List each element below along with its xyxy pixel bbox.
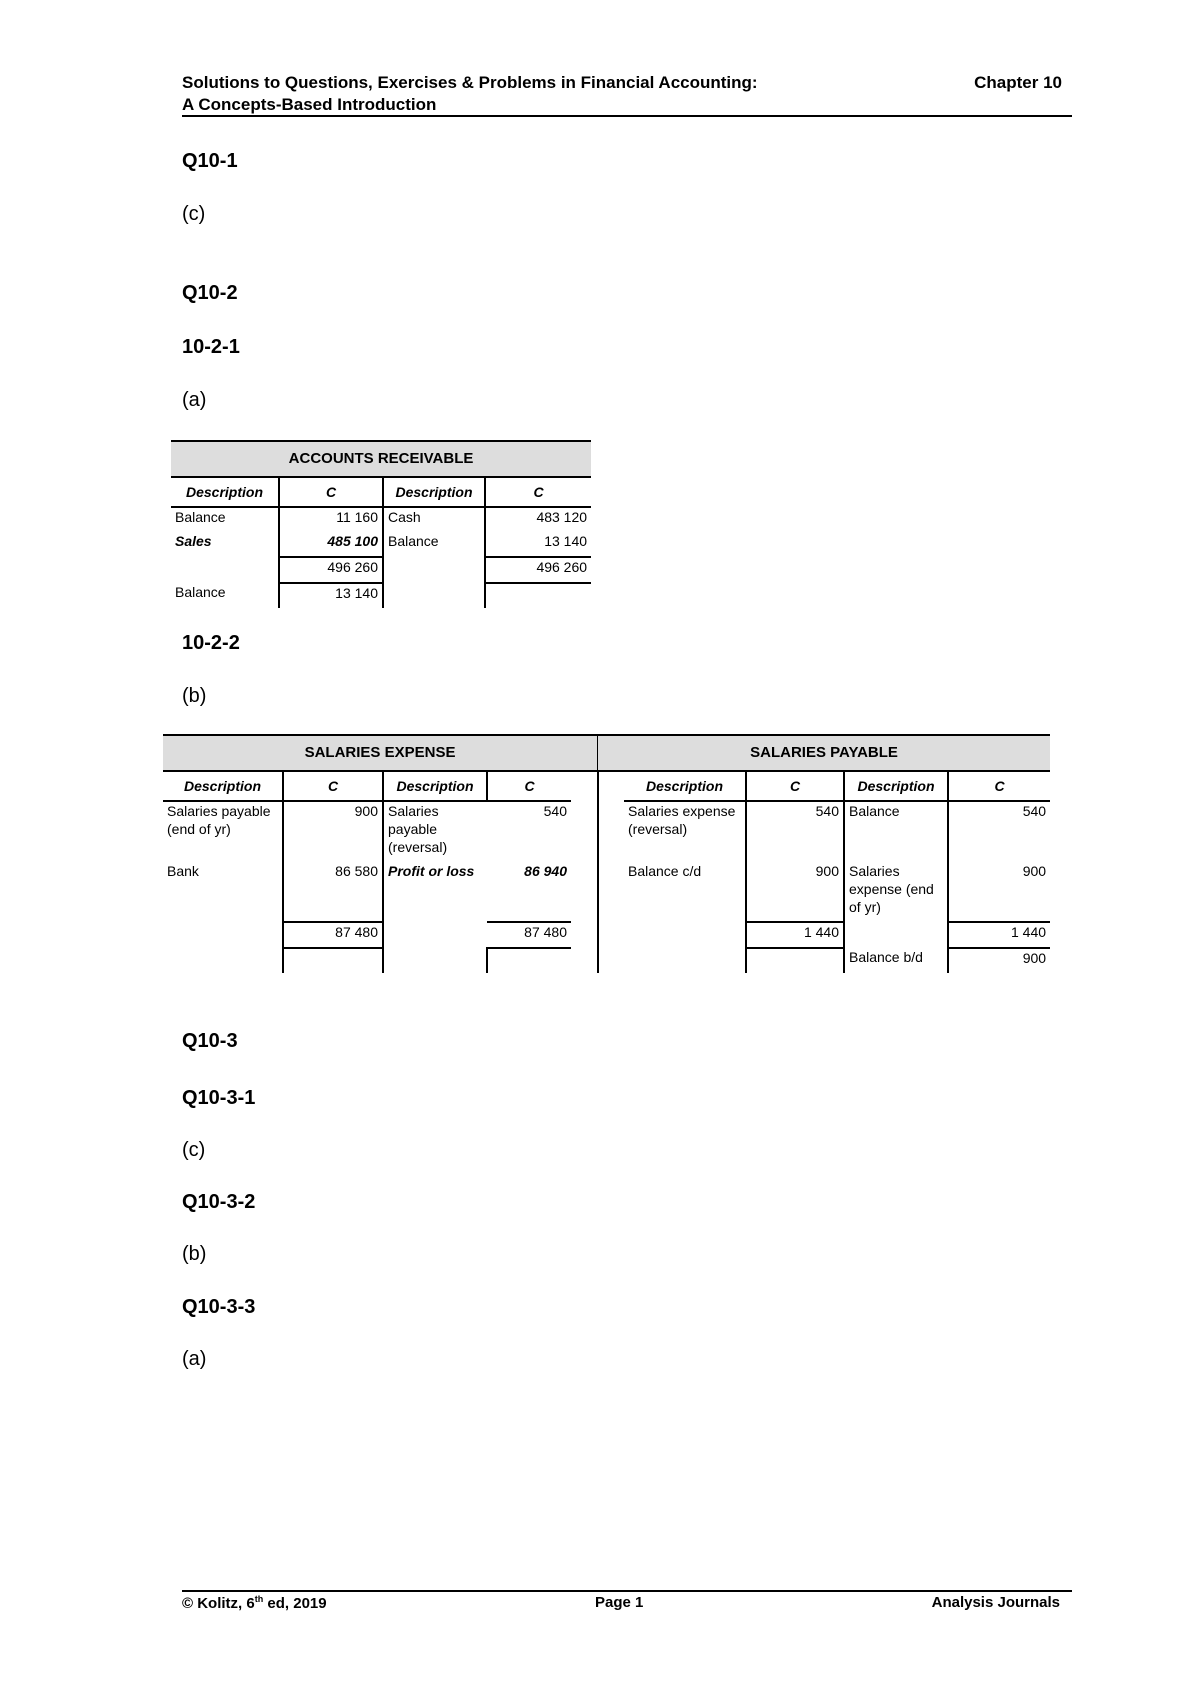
sp-title: SALARIES PAYABLE: [598, 735, 1050, 771]
q10-2-heading: Q10-2: [182, 282, 238, 304]
se-cell: 87 480: [283, 922, 383, 948]
ar-cell: Balance: [383, 532, 485, 557]
sp-col-c: C: [948, 771, 1050, 801]
sp-cell: Salaries expense (reversal): [628, 803, 736, 837]
footer-rule: [182, 1590, 1072, 1592]
se-cell: 900: [283, 801, 383, 862]
sp-cell: Salaries expense (end of yr): [844, 862, 948, 922]
footer-copyright-year: ed, 2019: [263, 1595, 327, 1612]
se-cell: 86 940: [524, 863, 567, 879]
ar-cell: 485 100: [279, 532, 383, 557]
q10-3-1-answer: (c): [182, 1139, 206, 1161]
sp-cell: Balance c/d: [628, 863, 702, 879]
ar-col-c: C: [279, 477, 383, 507]
sp-cell: 1 440: [948, 922, 1050, 948]
se-col-description: Description: [383, 771, 487, 801]
se-col-c: C: [487, 771, 571, 801]
q10-2-2-answer: (b): [182, 685, 207, 707]
sp-cell: 540: [948, 801, 1050, 862]
header-title-line2: A Concepts-Based Introduction: [182, 95, 437, 114]
table-row: [171, 507, 591, 532]
footer-copyright: [182, 1594, 327, 1612]
se-col-description: Description: [163, 771, 283, 801]
header-chapter: Chapter 10: [974, 73, 1062, 92]
q10-3-heading: Q10-3: [182, 1030, 238, 1052]
q10-3-1-heading: Q10-3-1: [182, 1087, 256, 1109]
salaries-expense-table: [163, 734, 599, 973]
sp-col-description: Description: [624, 771, 746, 801]
q10-2-1-heading: 10-2-1: [182, 336, 240, 358]
sp-col-c: C: [746, 771, 844, 801]
q10-3-3-answer: (a): [182, 1348, 207, 1370]
ar-cell: [383, 583, 485, 608]
ar-cell: 496 260: [485, 557, 591, 583]
table-row: [163, 801, 598, 862]
q10-3-3-heading: Q10-3-3: [182, 1296, 256, 1318]
se-cell: Salaries payable (end of yr): [167, 803, 271, 837]
accounts-receivable-table: [171, 440, 591, 608]
se-cell: Salaries payable (reversal): [383, 801, 487, 862]
sp-cell: 900: [948, 948, 1050, 973]
table-row: [163, 922, 598, 948]
ar-cell: [171, 557, 279, 583]
footer-copyright-text: © Kolitz, 6: [182, 1595, 255, 1612]
ar-cell: Balance: [175, 509, 226, 525]
table-row: [171, 557, 591, 583]
sp-cell: Balance b/d: [844, 948, 948, 973]
table-row: [171, 583, 591, 608]
ar-cell: 496 260: [279, 557, 383, 583]
q10-2-2-heading: 10-2-2: [182, 632, 240, 654]
se-cell: 86 580: [283, 862, 383, 922]
footer-page-number: Page 1: [595, 1594, 644, 1611]
ar-col-c: C: [485, 477, 591, 507]
q10-3-2-heading: Q10-3-2: [182, 1191, 256, 1213]
se-cell: Profit or loss: [383, 862, 487, 922]
se-cell: 540: [543, 803, 567, 819]
table-row: [163, 948, 598, 973]
se-cell: Bank: [167, 863, 199, 879]
salaries-payable-table: [598, 734, 1050, 973]
q10-2-1-answer: (a): [182, 389, 207, 411]
sp-cell: 900: [948, 862, 1050, 922]
q10-3-2-answer: (b): [182, 1243, 207, 1265]
table-row: [171, 532, 591, 557]
page-header: [182, 72, 1072, 116]
footer-copyright-sup: th: [254, 1594, 264, 1604]
q10-1-answer: (c): [182, 203, 206, 225]
ar-cell: 13 140: [485, 532, 591, 557]
table-row: [598, 862, 1050, 922]
ar-cell: 13 140: [279, 583, 383, 608]
table-row: [598, 801, 1050, 862]
ar-cell: [383, 557, 485, 583]
q10-1-heading: Q10-1: [182, 150, 238, 172]
se-col-c: C: [283, 771, 383, 801]
sp-cell: Balance: [844, 801, 948, 862]
table-row: [598, 922, 1050, 948]
ar-col-description: Description: [383, 477, 485, 507]
header-title-line1: Solutions to Questions, Exercises & Problems in Financial Accounting:: [182, 73, 758, 92]
sp-col-description: Description: [844, 771, 948, 801]
ar-cell: 11 160: [279, 507, 383, 532]
ar-title: ACCOUNTS RECEIVABLE: [171, 441, 591, 477]
ar-cell: Sales: [175, 533, 212, 549]
ar-cell: 483 120: [485, 507, 591, 532]
ar-cell: [485, 583, 591, 608]
footer-section: Analysis Journals: [931, 1594, 1060, 1611]
sp-cell: 540: [746, 801, 844, 862]
ar-col-description: Description: [171, 477, 279, 507]
ar-cell: Balance: [175, 584, 226, 600]
sp-cell: 1 440: [746, 922, 844, 948]
se-cell: 87 480: [487, 922, 571, 948]
sp-cell: 900: [746, 862, 844, 922]
ar-cell: Cash: [383, 507, 485, 532]
table-row: [163, 862, 598, 922]
table-row: [598, 948, 1050, 973]
se-title: SALARIES EXPENSE: [163, 735, 598, 771]
header-rule: [182, 115, 1072, 117]
